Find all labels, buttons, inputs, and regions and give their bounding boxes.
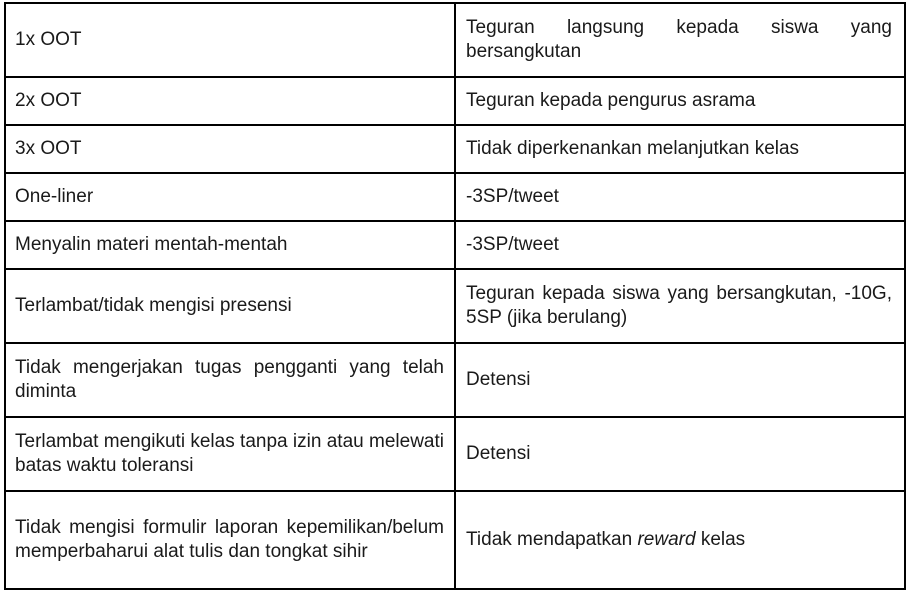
table-row <box>5 221 905 269</box>
sanction-text-suffix: kelas <box>695 529 746 550</box>
table-row <box>5 173 905 221</box>
table-row <box>5 269 905 343</box>
violation-cell: Terlambat mengikuti kelas tanpa izin atau melewati batas waktu toleransi <box>5 417 455 491</box>
violation-cell: 3x OOT <box>5 125 455 173</box>
violation-cell: Tidak mengisi formulir laporan kepemilikan/belum memperbaharui alat tulis dan tongkat sihir <box>5 491 455 589</box>
sanction-cell: Detensi <box>455 417 905 491</box>
sanction-cell: Teguran kepada pengurus asrama <box>455 77 905 125</box>
violation-cell: 1x OOT <box>5 3 455 77</box>
sanction-cell: -3SP/tweet <box>455 173 905 221</box>
table-row <box>5 125 905 173</box>
violation-cell: One-liner <box>5 173 455 221</box>
table-row <box>5 343 905 417</box>
sanction-text-prefix: Tidak mendapatkan <box>466 529 638 550</box>
violation-cell: Tidak mengerjakan tugas pengganti yang telah diminta <box>5 343 455 417</box>
table-row <box>5 77 905 125</box>
table-row <box>5 3 905 77</box>
violation-cell: 2x OOT <box>5 77 455 125</box>
sanction-text-emphasis: reward <box>637 529 696 550</box>
sanctions-table <box>4 2 906 590</box>
sanction-cell: Teguran langsung kepada siswa yang bersangkutan <box>455 3 905 77</box>
violation-cell: Terlambat/tidak mengisi presensi <box>5 269 455 343</box>
sanction-cell <box>455 491 905 589</box>
violation-cell: Menyalin materi mentah-mentah <box>5 221 455 269</box>
sanction-cell: Tidak diperkenankan melanjutkan kelas <box>455 125 905 173</box>
sanction-cell: -3SP/tweet <box>455 221 905 269</box>
table-row <box>5 417 905 491</box>
table-row <box>5 491 905 589</box>
sanction-cell: Teguran kepada siswa yang bersangkutan, -10G, 5SP (jika berulang) <box>455 269 905 343</box>
sanction-cell: Detensi <box>455 343 905 417</box>
